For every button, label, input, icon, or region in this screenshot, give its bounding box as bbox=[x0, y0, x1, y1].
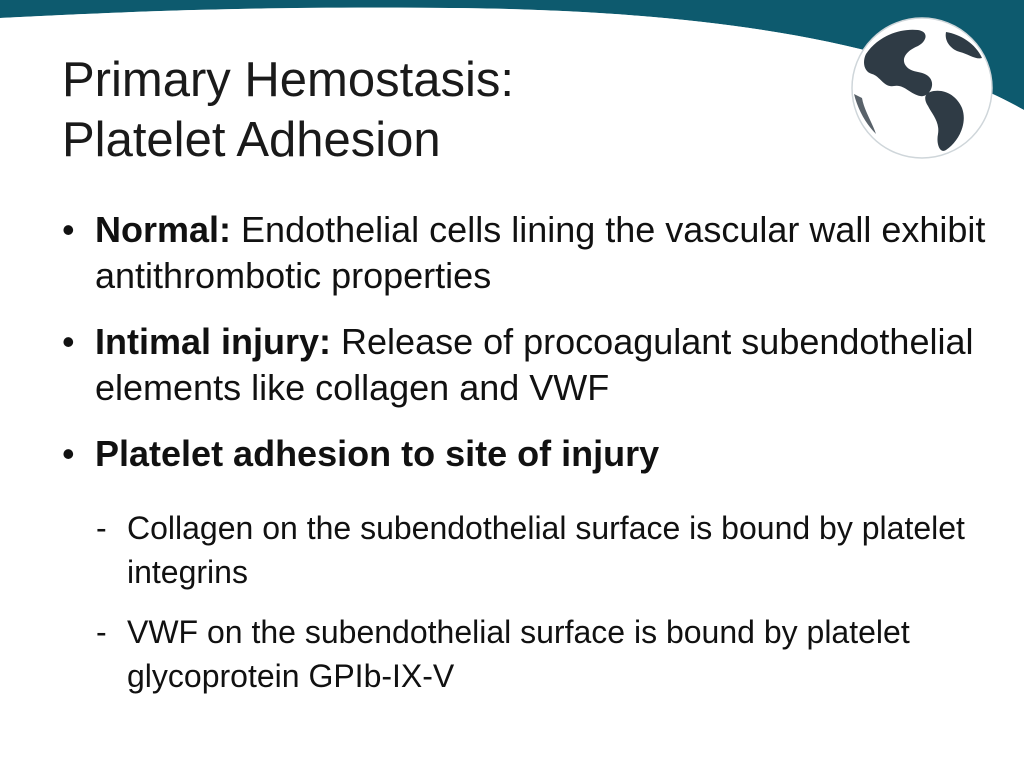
bullet-lead: Normal: bbox=[95, 209, 232, 250]
sub-bullet-list bbox=[96, 506, 976, 714]
sub-bullet-item-vwf bbox=[96, 610, 976, 698]
sub-bullet-item-collagen bbox=[96, 506, 976, 594]
bullet-dot-icon: • bbox=[62, 321, 75, 362]
bullet-item-intimal-injury bbox=[62, 319, 1002, 411]
sub-bullet-text: Collagen on the subendothelial surface is bound by platelet integrins bbox=[127, 510, 965, 590]
sub-bullet-dash-icon: - bbox=[96, 510, 107, 546]
bullet-lead: Platelet adhesion to site of injury bbox=[95, 433, 660, 474]
bullet-item-platelet-adhesion bbox=[62, 431, 1002, 477]
slide-title bbox=[62, 50, 514, 170]
slide-title-line-1: Primary Hemostasis: bbox=[62, 53, 514, 107]
bullet-list bbox=[62, 207, 1002, 497]
bullet-dot-icon: • bbox=[62, 209, 75, 250]
bullet-dot-icon: • bbox=[62, 433, 75, 474]
bullet-lead: Intimal injury: bbox=[95, 321, 332, 362]
slide-title-line-2: Platelet Adhesion bbox=[62, 113, 441, 167]
bullet-text: Endothelial cells lining the vascular wall exhibit antithrombotic properties bbox=[95, 209, 986, 296]
sub-bullet-text: VWF on the subendothelial surface is bound by platelet glycoprotein GPIb-IX-V bbox=[127, 614, 910, 694]
bullet-item-normal bbox=[62, 207, 1002, 299]
globe-logo-icon bbox=[848, 14, 996, 162]
sub-bullet-dash-icon: - bbox=[96, 614, 107, 650]
bullet-text: Release of procoagulant subendothelial elements like collagen and VWF bbox=[95, 321, 974, 408]
